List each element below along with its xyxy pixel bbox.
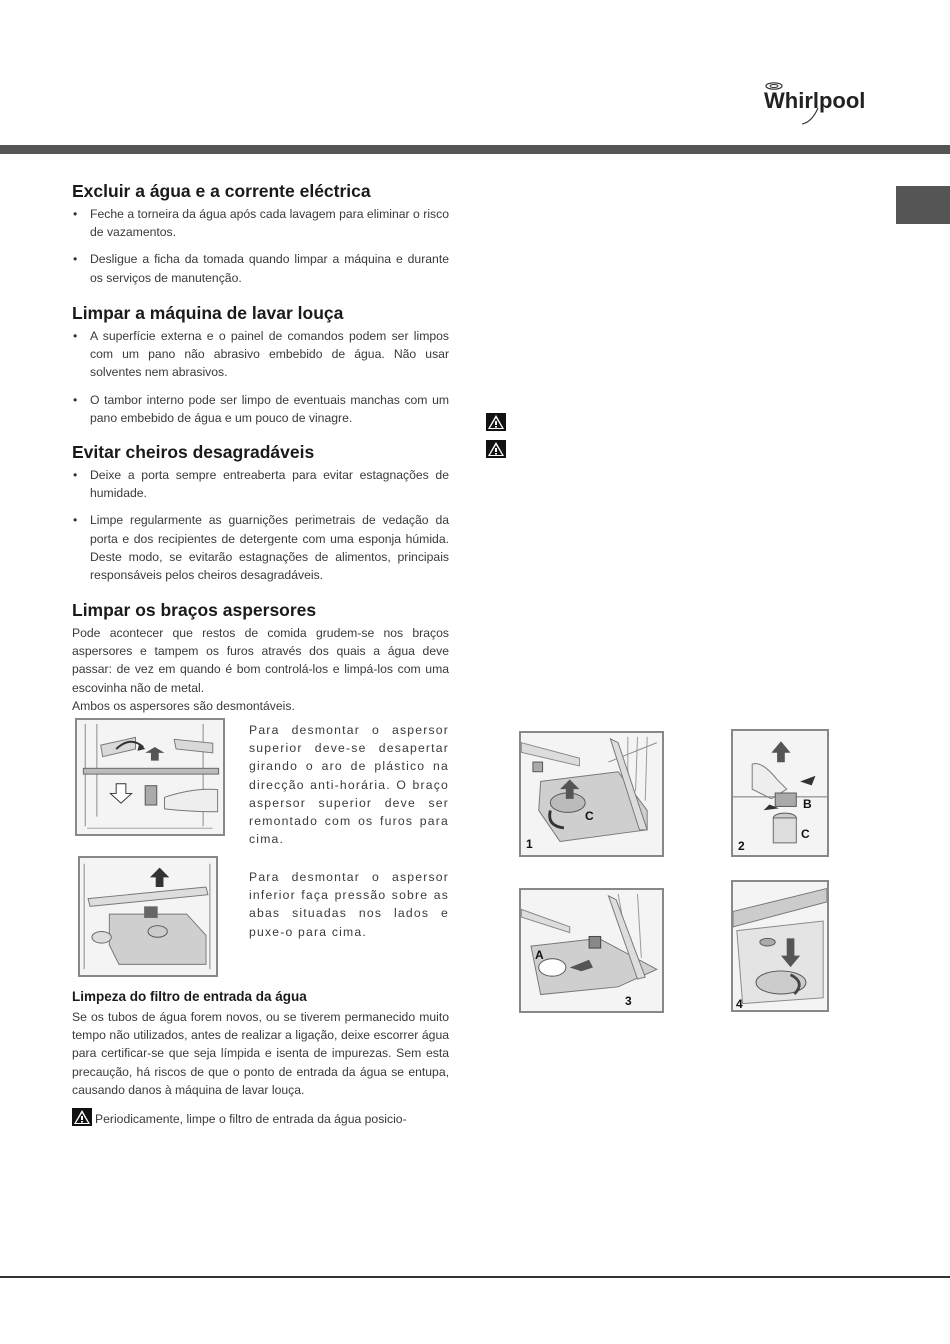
lower-sprayer-illustration — [80, 858, 216, 975]
upper-sprayer-illustration — [77, 720, 223, 834]
warning-triangle-icon — [486, 440, 506, 458]
filter-illustration-1 — [521, 733, 662, 855]
filter-illustration-2 — [733, 731, 827, 855]
figure-3-letter: A — [535, 948, 544, 962]
section-power — [72, 180, 449, 296]
sprayers-intro: Pode acontecer que restos de comida grudem-se nos braços aspersores e tampem os furos através dos quais a água deve passar: de vez em quando é bom controlá-los e limpá-los com uma escovinha não de metal. — [72, 626, 449, 695]
inlet-filter-warning — [72, 1108, 449, 1128]
upper-sprayer-text: Para desmontar o aspersor superior deve-se desapertar girando o aro de plástico na direcção anti-horária. O braço aspersor superior deve ser remontado com os furos para cima. — [249, 723, 449, 847]
section-title-sprayers: Limpar os braços aspersores — [72, 600, 317, 620]
language-tab — [896, 186, 950, 224]
figure-2-number: 2 — [738, 839, 745, 853]
list-item: • Feche a torneira da água após cada lavagem para eliminar o risco de vazamentos. — [72, 205, 449, 241]
list-item: • Deixe a porta sempre entreaberta para evitar estagnações de humidade. — [72, 466, 449, 502]
section-title-inlet-filter: Limpeza do filtro de entrada da água — [72, 989, 307, 1004]
section-odors — [72, 441, 449, 593]
section-title-odors: Evitar cheiros desagradáveis — [72, 442, 315, 462]
whirlpool-logo — [760, 78, 870, 126]
list-item: • O tambor interno pode ser limpo de eventuais manchas com um pano embebido de água e um pouco de vinagre. — [72, 391, 449, 427]
filter-figure-1 — [519, 731, 664, 857]
upper-sprayer-figure — [75, 718, 225, 836]
inlet-filter-body: Se os tubos de água forem novos, ou se tiverem permanecido muito tempo não utilizados, antes de realizar a ligação, deixe escorrer água para certificar-se que seja límpida e isenta de impurezas. Sem esta precaução, há riscos de que o ponto de entrada da água se entupa, causando danos à máquina de lavar louça. — [72, 1010, 449, 1097]
section-title-power: Excluir a água e a corrente eléctrica — [72, 181, 371, 201]
figure-2-letter-c: C — [801, 827, 810, 841]
section-sprayers — [72, 599, 449, 715]
section-title-clean: Limpar a máquina de lavar louça — [72, 303, 344, 323]
warning-triangle-icon — [486, 413, 506, 431]
figure-4-number: 4 — [736, 997, 743, 1011]
list-item: • Desligue a ficha da tomada quando limpar a máquina e durante os serviços de manutenção. — [72, 250, 449, 286]
filter-figure-2 — [731, 729, 829, 857]
logo-wordmark: Whirlpool — [764, 88, 866, 113]
header-bar — [0, 145, 950, 154]
figure-1-number: 1 — [526, 837, 533, 851]
filter-figure-4 — [731, 880, 829, 1012]
figure-3-number: 3 — [625, 994, 632, 1008]
figure-1-letter: C — [585, 809, 594, 823]
lower-sprayer-text: Para desmontar o aspersor inferior faça pressão sobre as abas situadas nos lados e puxe-o para cima. — [249, 870, 449, 939]
footer-line — [0, 1276, 950, 1278]
warning-triangle-icon — [72, 1108, 92, 1126]
lower-sprayer-figure — [78, 856, 218, 977]
filter-illustration-4 — [733, 882, 827, 1010]
warning-text: Periodicamente, limpe o filtro de entrada da água posicio- — [95, 1112, 407, 1127]
section-inlet-filter — [72, 988, 449, 1128]
list-item: • Limpe regularmente as guarnições perimetrais de vedação da porta e dos recipientes de detergente com uma esponja húmida. Deste modo, se evitarão estagnações de alimentos, principais responsáveis pelos cheiros desagradáveis. — [72, 511, 449, 584]
sprayers-intro-2: Ambos os aspersores são desmontáveis. — [72, 698, 295, 713]
list-item: • A superfície externa e o painel de comandos podem ser limpos com um pano não abrasivo embebido de água. Não usar solventes nem abrasivos. — [72, 327, 449, 382]
figure-2-letter-b: B — [803, 797, 812, 811]
section-clean — [72, 302, 449, 436]
filter-figure-3 — [519, 888, 664, 1013]
